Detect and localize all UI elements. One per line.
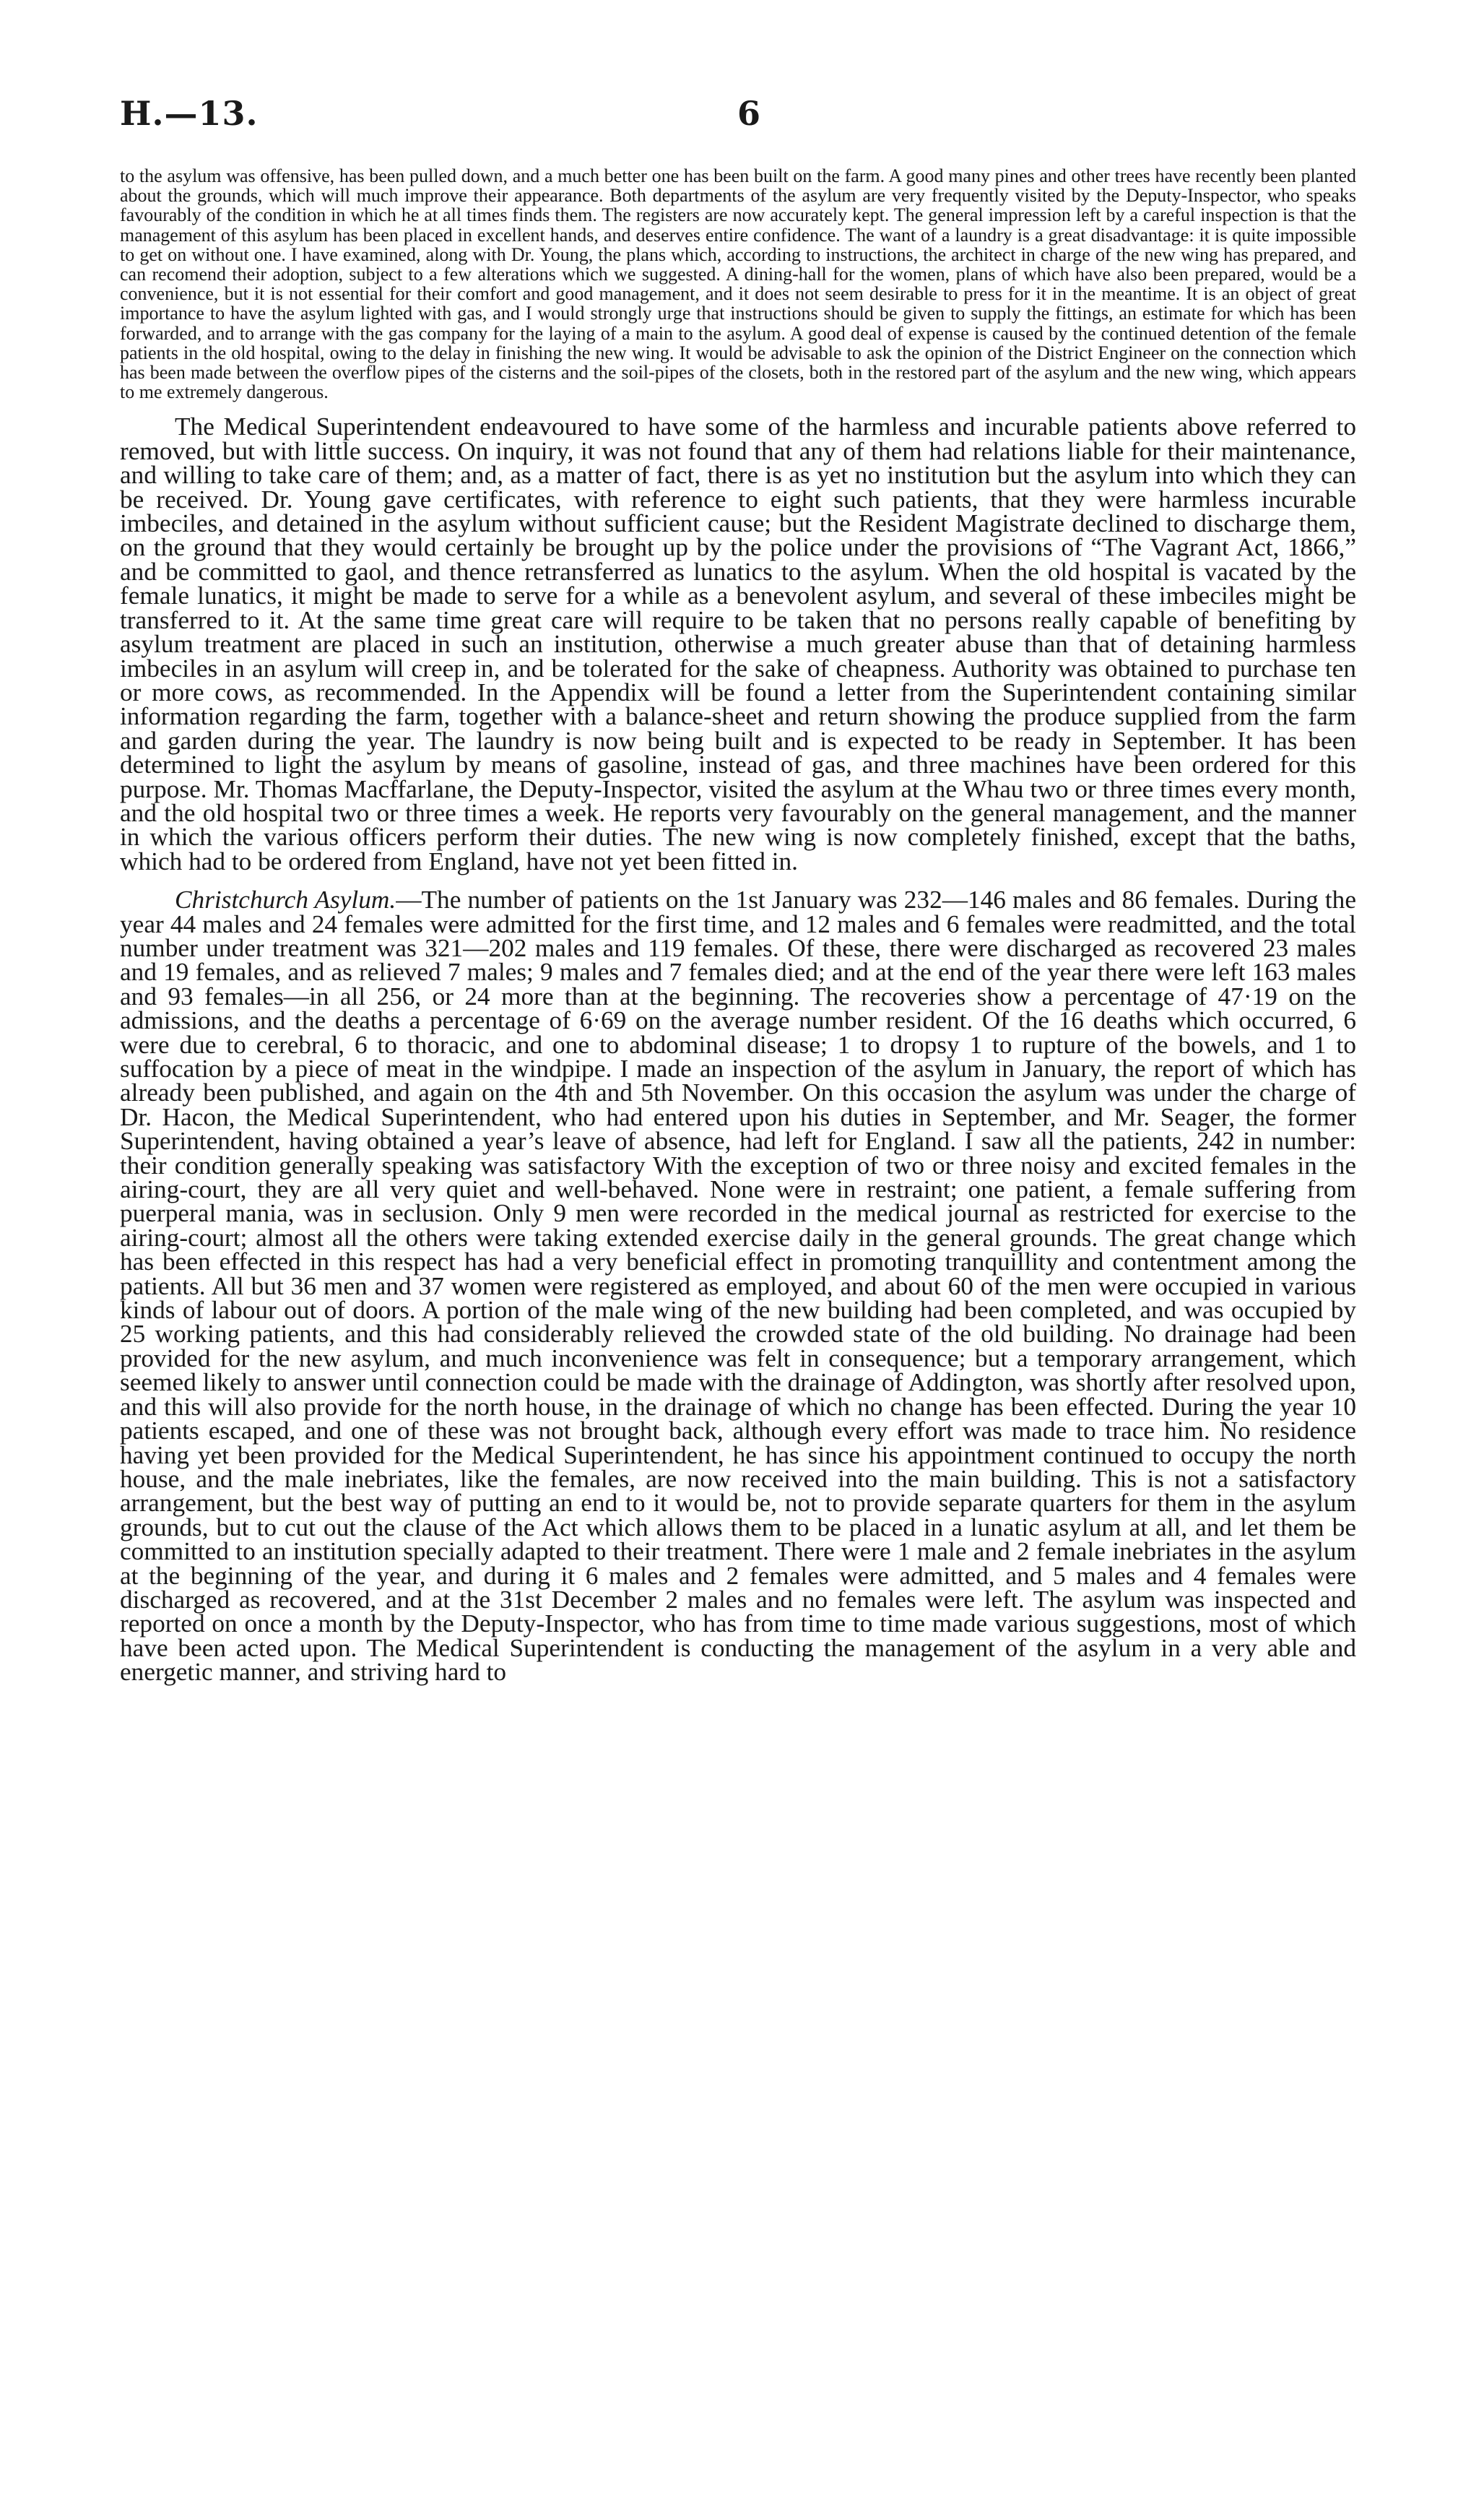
paragraph-christchurch-asylum xyxy=(120,886,1356,1687)
page-number: 6 xyxy=(737,94,761,133)
paragraph-medical-superintendent: The Medical Superintendent endeavoured to have some of the harmless and incurable patients above referred to removed, but with little success. On inquiry, it was not found that any of them had relations liable for their maintenance, and willing to take care of them; and, as a matter of fact, there is as yet no institution but the asylum into which they can be received. Dr. Young gave certificates, with reference to eight such patients, that they were harmless incurable imbeciles, and detained in the asylum without sufficient cause; but the Resident Magistrate declined to discharge them, on the ground that they would certainly be brought up by the police under the provisions of “The Vagrant Act, 1866,” and be committed to gaol, and thence retransferred as lunatics to the asylum. When the old hospital is vacated by the female lunatics, it might be made to serve for a while as a benevolent asylum, and several of these imbeciles might be transferred to it. At the same time great care will require to be taken that no persons really capable of benefiting by asylum treatment are placed in such an institution, otherwise a much greater abuse than that of detaining harmless imbeciles in an asylum will creep in, and be tolerated for the sake of cheapness. Authority was obtained to purchase ten or more cows, as recommended. In the Appendix will be found a letter from the Superintendent containing similar information regarding the farm, together with a balance-sheet and return showing the produce supplied from the farm and garden during the year. The laundry is now being built and is expected to be ready in September. It has been determined to light the asylum by means of gasoline, instead of gas, and three machines have been ordered for this purpose. Mr. Thomas Macffarlane, the Deputy-Inspector, visited the asylum at the Whau two or three times every month, and the old hospital two or three times a week. He reports very favourably on the general management, and the manner in which the various officers perform their duties. The new wing is now completely finished, except that the baths, which had to be ordered from England, have not yet been fitted in. xyxy=(120,412,1356,875)
document-page xyxy=(120,94,1356,1687)
document-code: H.—13. xyxy=(120,94,259,133)
paragraph-christchurch-body: —The number of patients on the 1st January was 232—146 males and 86 females. During the year 44 males and 24 females were admitted for the first time, and 12 males and 6 females were readmitted, and the total number under treatment was 321—202 males and 119 females. Of these, there were discharged as recovered 23 males and 19 females, and as relieved 7 males; 9 males and 7 females died; and at the end of the year there were left 163 males and 93 females—in all 256, or 24 more than at the beginning. The recoveries show a percentage of 47·19 on the admissions, and the deaths a percentage of 6·69 on the average number resident. Of the 16 deaths which occurred, 6 were due to cerebral, 6 to thoracic, and one to abdominal disease; 1 to dropsy 1 to rupture of the bowels, and 1 to suffocation by a piece of meat in the windpipe. I made an inspection of the asylum in January, the report of which has already been published, and again on the 4th and 5th November. On this occasion the asylum was under the charge of Dr. Hacon, the Medical Superintendent, who had entered upon his duties in September, and Mr. Seager, the former Superintendent, having obtained a year’s leave of absence, had left for England. I saw all the patients, 242 in number: their condition generally speaking was satisfactory With the exception of two or three noisy and excited females in the airing-court, they are all very quiet and well-behaved. None were in restraint; one patient, a female suffering from puerperal mania, was in seclusion. Only 9 men were recorded in the medical journal as restricted for exercise to the airing-court; almost all the others were taking extended exercise daily in the general grounds. The great change which has been effected in this respect has had a very beneficial effect in promoting tranquillity and contentment among the patients. All but 36 men and 37 women were registered as employed, and about 60 of the men were occupied in various kinds of labour out of doors. A portion of the male wing of the new building had been completed, and was occupied by 25 working patients, and this had considerably relieved the crowded state of the old building. No drainage had been provided for the new asylum, and much inconvenience was felt in consequence; but a temporary arrangement, which seemed likely to answer until connection could be made with the drainage of Addington, was shortly after resolved upon, and this will also provide for the north house, in the drainage of which no change has been effected. During the year 10 patients escaped, and one of these was not brought back, although every effort was made to trace him. No residence having yet been provided for the Medical Superintendent, he has since his appointment continued to occupy the north house, and the male inebriates, like the females, are now received into the main building. This is not a satisfactory arrangement, but the best way of putting an end to it would be, not to provide separate quarters for them in the asylum grounds, but to cut out the clause of the Act which allows them to be placed in a lunatic asylum at all, and let them be committed to an institution specially adapted to their treatment. There were 1 male and 2 female inebriates in the asylum at the beginning of the year, and during it 6 males and 2 females were admitted, and 5 males and 4 females were discharged as recovered, and at the 31st December 2 males and no females were left. The asylum was inspected and reported on once a month by the Deputy-Inspector, who has from time to time made various suggestions, most of which have been acted upon. The Medical Superintendent is conducting the management of the asylum in a very able and energetic manner, and striving hard to xyxy=(120,886,1356,1687)
paragraph-continued: to the asylum was offensive, has been pulled down, and a much better one has been built on the farm. A good many pines and other trees have recently been planted about the grounds, which will much improve their appearance. Both departments of the asylum are very frequently visited by the Deputy-Inspector, who speaks favourably of the condition in which he at all times finds them. The registers are now accurately kept. The general impression left by a careful inspection is that the management of this asylum has been placed in excellent hands, and deserves entire confidence. The want of a laundry is a great disadvantage: it is quite impossible to get on without one. I have examined, along with Dr. Young, the plans which, according to instructions, the architect in charge of the new wing has prepared, and can recomend their adoption, subject to a few alterations which we suggested. A dining-hall for the women, plans of which have also been prepared, would be a convenience, but it is not essential for their comfort and good management, and it does not seem desirable to press for it in the meantime. It is an object of great importance to have the asylum lighted with gas, and I would strongly urge that instructions should be given to supply the fittings, an estimate for which has been forwarded, and to arrange with the gas company for the laying of a main to the asylum. A good deal of expense is caused by the continued detention of the female patients in the old hospital, owing to the delay in finishing the new wing. It would be advisable to ask the opinion of the District Engineer on the connection which has been made between the overflow pipes of the cisterns and the soil-pipes of the closets, both in the restored part of the asylum and the new wing, which appears to me extremely dangerous. xyxy=(120,165,1356,403)
section-title-christchurch-asylum: Christchurch Asylum. xyxy=(175,886,396,914)
page-header xyxy=(120,94,1356,152)
